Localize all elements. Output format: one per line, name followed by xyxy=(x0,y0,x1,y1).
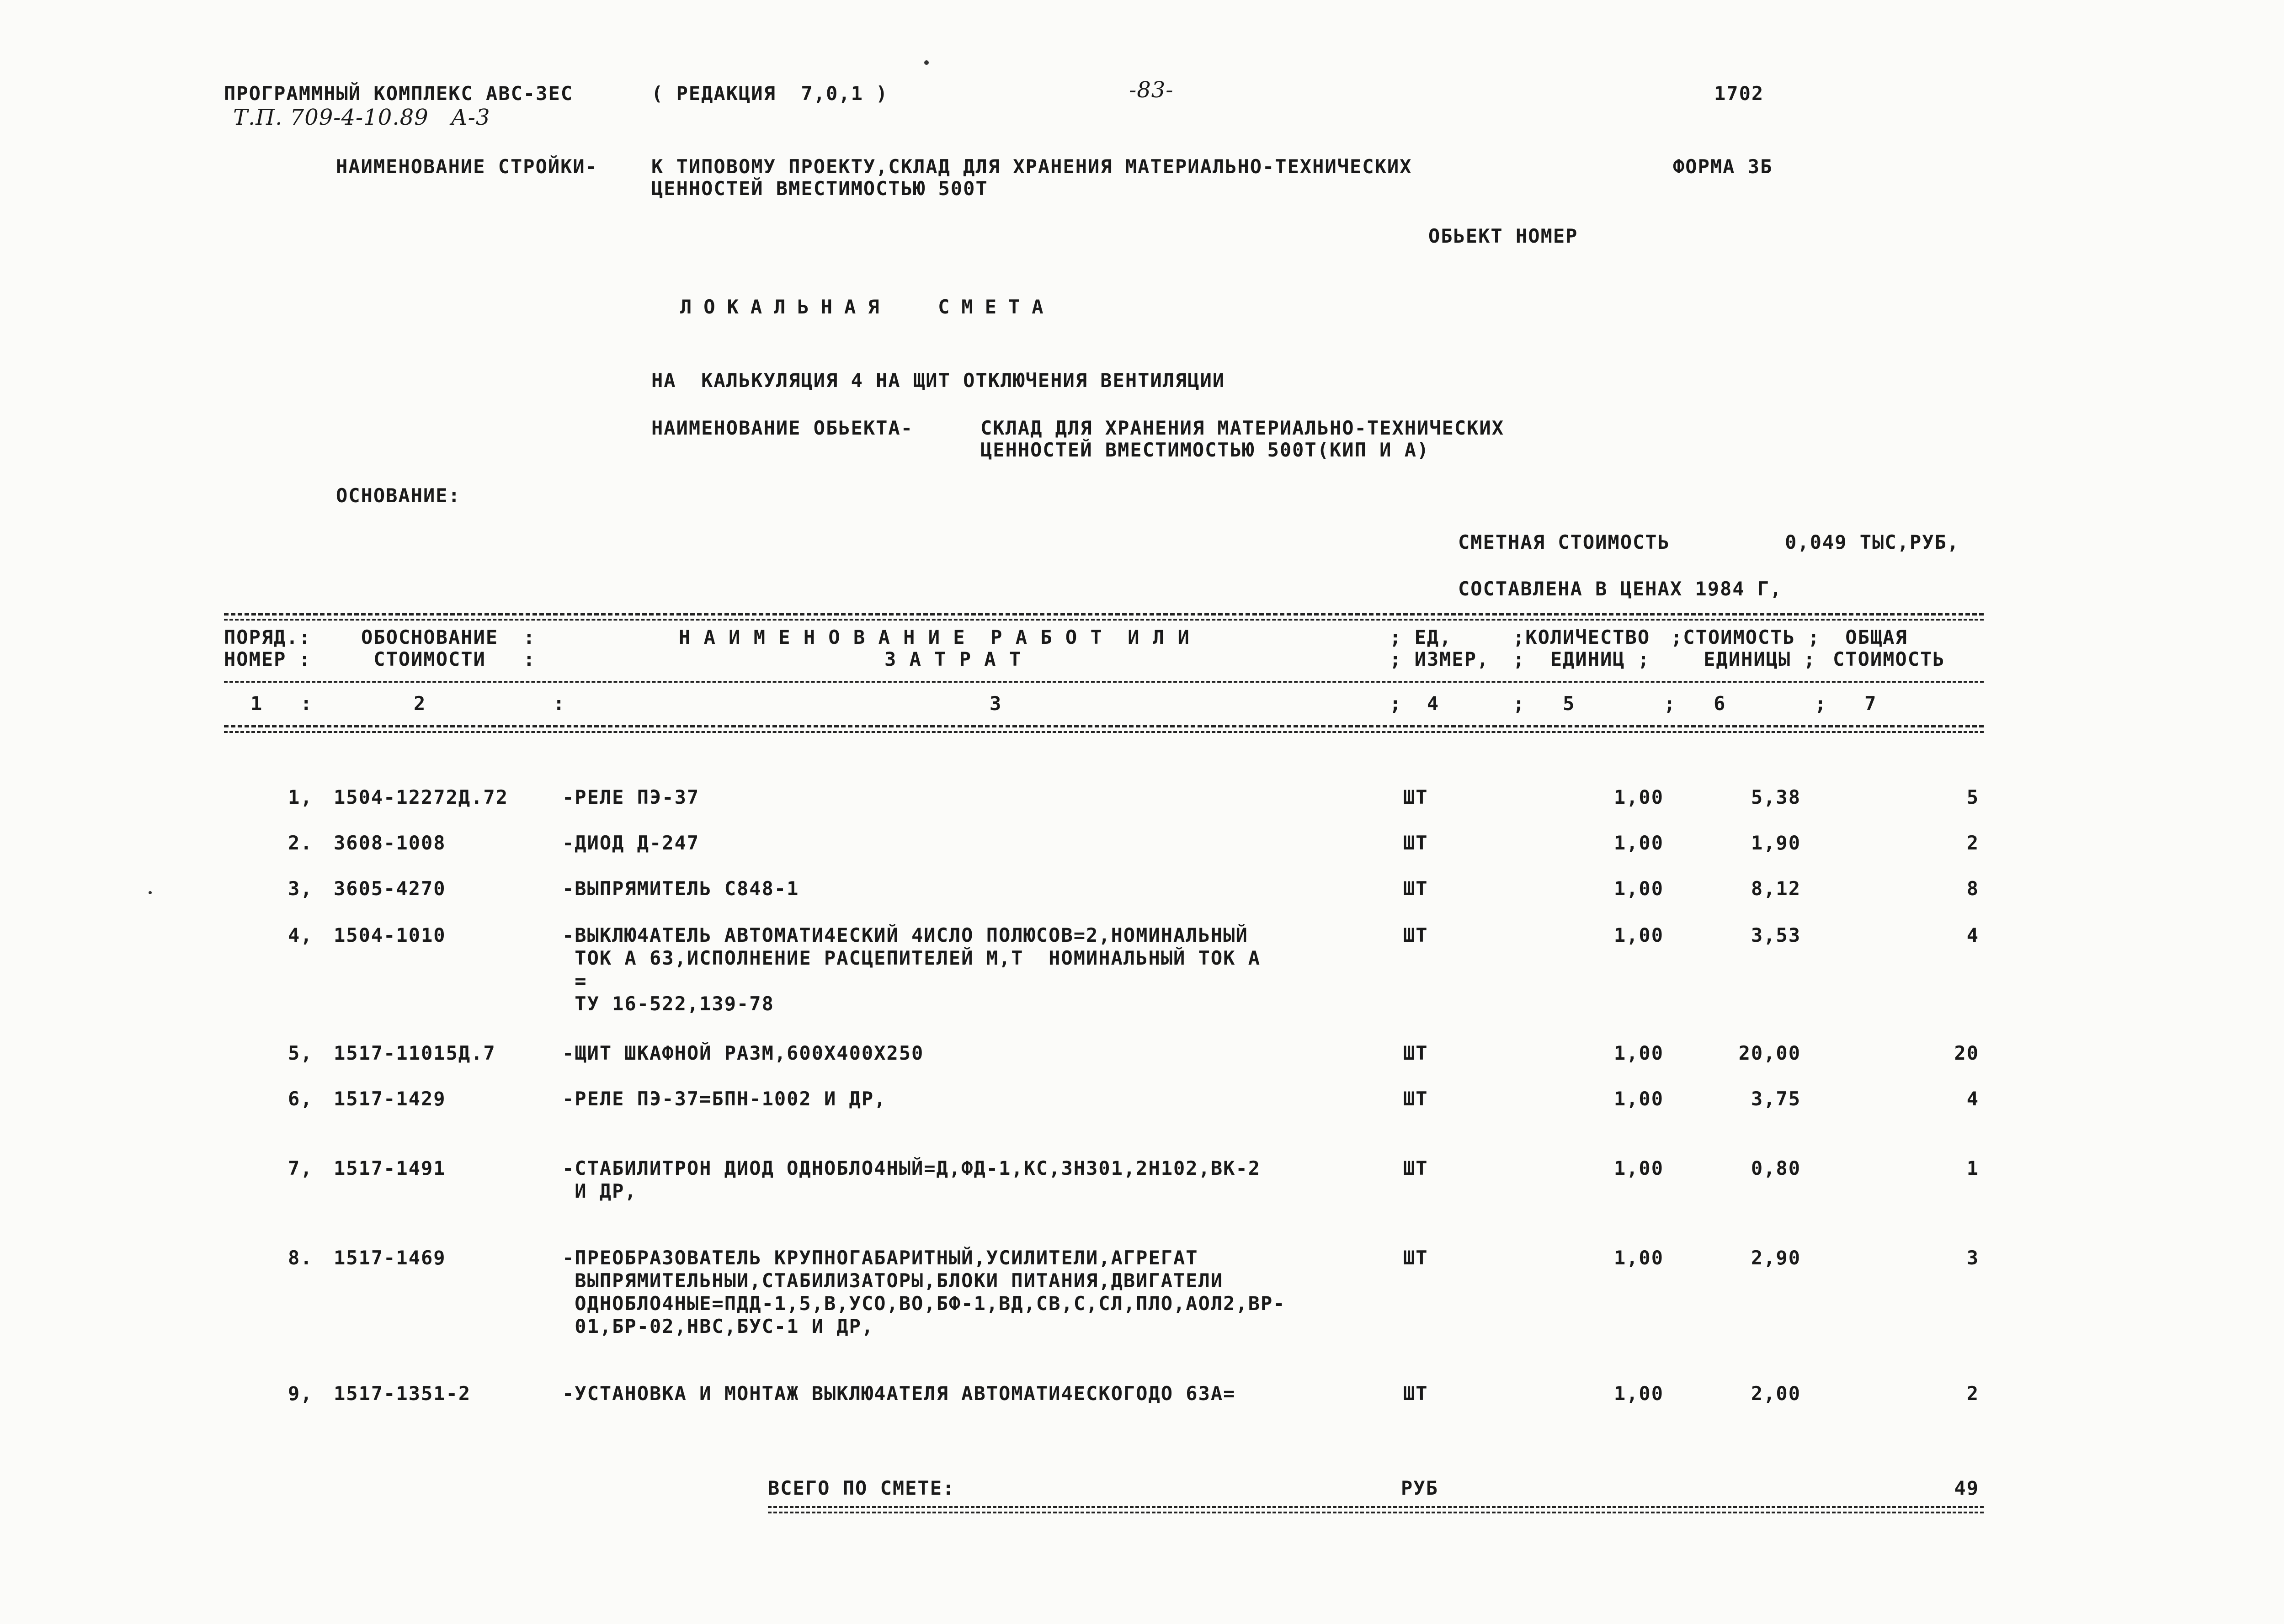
col-basis-header-2: СТОИМОСТИ : xyxy=(361,648,536,670)
speck xyxy=(924,60,929,65)
estimate-cost-value: 0,049 ТЫС,РУБ, xyxy=(1785,531,1960,553)
row-code: 1517-1351-2 xyxy=(334,1382,471,1405)
object-name-line2: ЦЕННОСТЕЙ ВМЕСТИМОСТЬЮ 500Т(КИП И А) xyxy=(980,439,1430,461)
row-unit: ШТ xyxy=(1403,1382,1428,1405)
row-description-line: 01,БР-02,НВС,БУС-1 И ДР, xyxy=(562,1315,874,1337)
row-unit-price: 2,90 xyxy=(1751,1247,1801,1269)
row-unit: ШТ xyxy=(1403,786,1428,808)
row-quantity: 1,00 xyxy=(1613,877,1664,900)
col-number-6: ; 6 xyxy=(1664,692,1726,715)
row-total: 1 xyxy=(1966,1157,1979,1179)
numbers-separator-rule xyxy=(224,725,1984,727)
row-unit-price: 1,90 xyxy=(1751,832,1801,854)
row-code: 1517-1429 xyxy=(334,1088,446,1110)
row-unit-price: 3,53 xyxy=(1751,924,1801,946)
row-number: 1, xyxy=(288,786,313,808)
row-description-line: -ПРЕОБРАЗОВАТЕЛЬ КРУПНОГАБАРИТНЫЙ,УСИЛИТЕЛИ,АГРЕГАТ xyxy=(562,1247,1198,1269)
row-quantity: 1,00 xyxy=(1613,1157,1664,1179)
program-name: ПРОГРАММНЫЙ КОМПЛЕКС АВС-3ЕС xyxy=(224,82,574,105)
col-description-header: Н А И М Е Н О В А Н И Е Р А Б О Т И Л И xyxy=(679,626,1190,648)
col-number-2: 2 xyxy=(414,692,426,715)
row-description-line: -ВЫКЛЮ4АТЕЛЬ АВТОМАТИ4ЕСКИЙ 4ИСЛО ПОЛЮСОВ=2,НОМИНАЛЬНЫЙ xyxy=(562,924,1248,946)
row-unit-price: 20,00 xyxy=(1738,1042,1801,1064)
object-name-line1: СКЛАД ДЛЯ ХРАНЕНИЯ МАТЕРИАЛЬНО-ТЕХНИЧЕСКИХ xyxy=(980,417,1505,439)
row-total: 4 xyxy=(1966,1088,1979,1110)
object-number: ОБЬЕКТ НОМЕР xyxy=(1428,225,1578,247)
row-unit: ШТ xyxy=(1403,877,1428,900)
row-quantity: 1,00 xyxy=(1613,1088,1664,1110)
object-label: НАИМЕНОВАНИЕ ОБЬЕКТА- xyxy=(651,417,914,439)
page-number: -83- xyxy=(1129,77,1174,103)
col-order-header: ПОРЯД.: xyxy=(224,626,312,648)
estimate-cost-label: СМЕТНАЯ СТОИМОСТЬ xyxy=(1458,531,1670,553)
row-description-line: = xyxy=(562,970,587,992)
row-total: 20 xyxy=(1954,1042,1979,1064)
row-unit: ШТ xyxy=(1403,1042,1428,1064)
row-number: 9, xyxy=(288,1382,313,1405)
row-number: 2. xyxy=(288,832,313,854)
row-unit: ШТ xyxy=(1403,1247,1428,1269)
row-description-line: И ДР, xyxy=(562,1180,637,1202)
row-total: 2 xyxy=(1966,1382,1979,1405)
row-number: 3, xyxy=(288,877,313,900)
col-total-header: ОБЩАЯ xyxy=(1833,626,1908,648)
construction-name-line2: ЦЕННОСТЕЙ ВМЕСТИМОСТЬЮ 500Т xyxy=(651,177,988,200)
grand-total-unit: РУБ xyxy=(1401,1477,1438,1499)
row-total: 3 xyxy=(1966,1247,1979,1269)
prices-note: СОСТАВЛЕНА В ЦЕНАХ 1984 Г, xyxy=(1458,578,1783,600)
row-description-line: -РЕЛЕ ПЭ-37=БПН-1002 И ДР, xyxy=(562,1088,887,1110)
row-number: 6, xyxy=(288,1088,313,1110)
col-number-3: 3 xyxy=(990,692,1002,715)
grand-total-label: ВСЕГО ПО СМЕТЕ: xyxy=(768,1477,955,1499)
row-description-line: ОДНОБЛО4НЫЕ=ПДД-1,5,В,УСО,ВО,БФ-1,ВД,СВ,С,СЛ,ПЛО,АОЛ2,ВР- xyxy=(562,1292,1286,1315)
handwritten-reference: Т.П. 709-4-10.89 А-3 xyxy=(233,105,490,130)
col-unit-price-header: ;СТОИМОСТЬ ; xyxy=(1671,626,1821,648)
col-quantity-header: ;КОЛИЧЕСТВО xyxy=(1513,626,1650,648)
footer-rule-2 xyxy=(768,1512,1984,1513)
row-number: 8. xyxy=(288,1247,313,1269)
construction-name-line1: К ТИПОВОМУ ПРОЕКТУ,СКЛАД ДЛЯ ХРАНЕНИЯ МАТЕРИАЛЬНО-ТЕХНИЧЕСКИХ xyxy=(651,155,1412,178)
row-quantity: 1,00 xyxy=(1613,1382,1664,1405)
row-total: 8 xyxy=(1966,877,1979,900)
row-code: 1517-11015Д.7 xyxy=(334,1042,496,1064)
row-unit-price: 0,80 xyxy=(1751,1157,1801,1179)
row-total: 2 xyxy=(1966,832,1979,854)
col-number-5: ; 5 xyxy=(1513,692,1576,715)
construction-label: НАИМЕНОВАНИЕ СТРОЙКИ- xyxy=(336,155,598,178)
numbers-separator-rule-2 xyxy=(224,731,1984,733)
footer-rule xyxy=(768,1506,1984,1508)
row-unit: ШТ xyxy=(1403,1157,1428,1179)
row-quantity: 1,00 xyxy=(1613,786,1664,808)
row-description-line: -РЕЛЕ ПЭ-37 xyxy=(562,786,700,808)
row-description-line: -ДИОД Д-247 xyxy=(562,832,700,854)
row-description-line: -ЩИТ ШКАФНОЙ РАЗМ,600Х400Х250 xyxy=(562,1042,924,1064)
grand-total-value: 49 xyxy=(1954,1477,1979,1499)
row-code: 1517-1469 xyxy=(334,1247,446,1269)
col-unit-price-header-2: ЕДИНИЦЫ ; xyxy=(1691,648,1816,670)
col-number-7: ; 7 xyxy=(1815,692,1877,715)
edition: ( РЕДАКЦИЯ 7,0,1 ) xyxy=(651,82,889,105)
row-description-line: -ВЫПРЯМИТЕЛЬ С848-1 xyxy=(562,877,799,900)
col-total-header-2: СТОИМОСТЬ xyxy=(1833,648,1945,670)
col-unit-header: ; ЕД, xyxy=(1390,626,1452,648)
row-number: 4, xyxy=(288,924,313,946)
row-quantity: 1,00 xyxy=(1613,1247,1664,1269)
document-subtitle: НА КАЛЬКУЛЯЦИЯ 4 НА ЩИТ ОТКЛЮЧЕНИЯ ВЕНТИЛЯЦИИ xyxy=(651,369,1225,392)
speck xyxy=(149,891,152,894)
row-number: 5, xyxy=(288,1042,313,1064)
basis-label: ОСНОВАНИЕ: xyxy=(336,484,461,507)
row-quantity: 1,00 xyxy=(1613,924,1664,946)
row-unit: ШТ xyxy=(1403,1088,1428,1110)
row-description-line: -СТАБИЛИТРОН ДИОД ОДНОБЛО4НЫЙ=Д,ФД-1,КС,3Н301,2Н102,ВК-2 xyxy=(562,1157,1261,1179)
col-quantity-header-2: ; ЕДИНИЦ ; xyxy=(1513,648,1650,670)
header-separator-rule xyxy=(224,681,1984,683)
row-unit-price: 2,00 xyxy=(1751,1382,1801,1405)
row-code: 1504-1010 xyxy=(334,924,446,946)
col-unit-header-2: ; ИЗМЕР, xyxy=(1390,648,1490,670)
row-total: 5 xyxy=(1966,786,1979,808)
sheet-number: 1702 xyxy=(1714,82,1764,105)
col-basis-header: ОБОСНОВАНИЕ : xyxy=(361,626,536,648)
col-description-header-2: З А Т Р А Т xyxy=(884,648,1022,670)
table-top-rule xyxy=(224,613,1984,616)
document-title: ЛОКАЛЬНАЯ СМЕТА xyxy=(680,296,1055,318)
row-description-line: -УСТАНОВКА И МОНТАЖ ВЫКЛЮ4АТЕЛЯ АВТОМАТИ4ЕСКОГОДО 63А= xyxy=(562,1382,1236,1405)
row-quantity: 1,00 xyxy=(1613,1042,1664,1064)
row-number: 7, xyxy=(288,1157,313,1179)
row-description-line: ВЫПРЯМИТЕЛЬНЫИ,СТАБИЛИЗАТОРЫ,БЛОКИ ПИТАНИЯ,ДВИГАТЕЛИ xyxy=(562,1269,1224,1292)
row-description-line: ТУ 16-522,139-78 xyxy=(562,992,774,1015)
row-unit-price: 5,38 xyxy=(1751,786,1801,808)
row-code: 3608-1008 xyxy=(334,832,446,854)
form-label: ФОРМА 3Б xyxy=(1673,155,1773,178)
row-description-line: ТОК А 63,ИСПОЛНЕНИЕ РАСЦЕПИТЕЛЕЙ М,Т НОМИНАЛЬНЫЙ ТОК А xyxy=(562,947,1261,969)
col-number-1: 1 : xyxy=(250,692,313,715)
row-code: 3605-4270 xyxy=(334,877,446,900)
col-order-header-2: НОМЕР : xyxy=(224,648,312,670)
row-code: 1517-1491 xyxy=(334,1157,446,1179)
row-unit: ШТ xyxy=(1403,832,1428,854)
row-unit-price: 3,75 xyxy=(1751,1088,1801,1110)
row-unit-price: 8,12 xyxy=(1751,877,1801,900)
row-unit: ШТ xyxy=(1403,924,1428,946)
row-quantity: 1,00 xyxy=(1613,832,1664,854)
row-total: 4 xyxy=(1966,924,1979,946)
row-code: 1504-12272Д.72 xyxy=(334,786,509,808)
table-top-rule-2 xyxy=(224,619,1984,621)
col-number-4: ; 4 xyxy=(1390,692,1440,715)
col-number-2-separator: : xyxy=(553,692,566,715)
